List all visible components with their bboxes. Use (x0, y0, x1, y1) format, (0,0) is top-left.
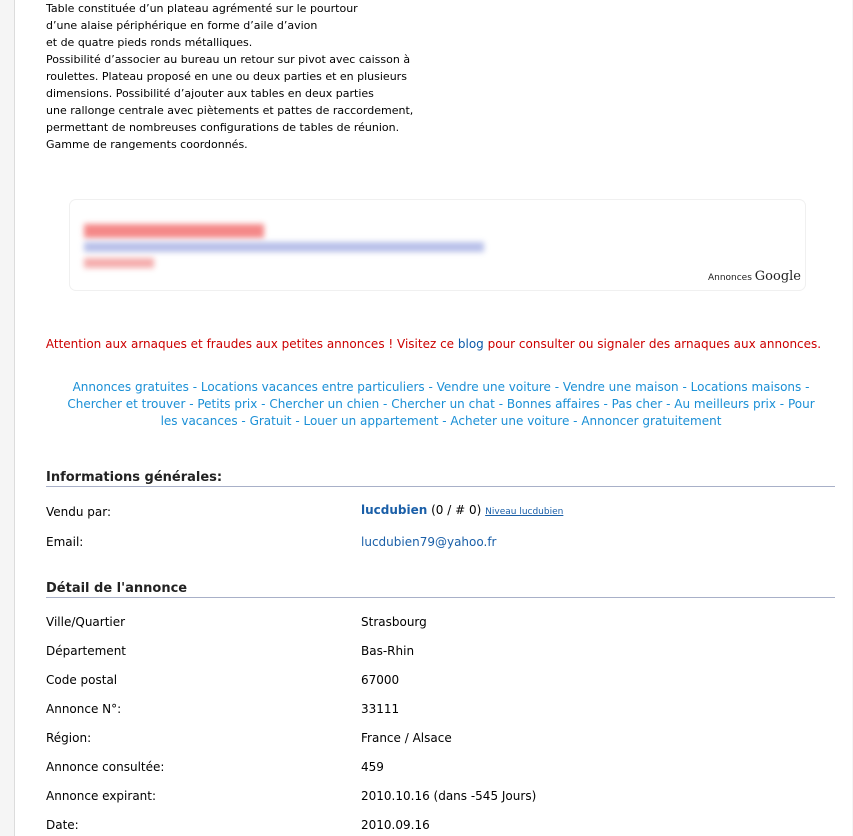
detail-label: Annonce consultée: (46, 760, 165, 774)
detail-value: Bas-Rhin (361, 644, 415, 658)
ads-by-google-label[interactable] (708, 269, 801, 284)
detail-label: Département (46, 644, 126, 658)
detail-label: Ville/Quartier (46, 615, 126, 629)
detail-label: Code postal (46, 673, 118, 687)
seller-name-link[interactable]: lucdubien (361, 503, 428, 517)
description-line: Table constituée d’un plateau agrémenté sur le pourtour (46, 2, 358, 15)
seo-link[interactable]: Au meilleurs prix (674, 397, 776, 411)
seo-link[interactable]: Pour les vacances (160, 397, 815, 428)
ad-detail-title: Détail de l'annonce (46, 581, 835, 598)
seo-link[interactable]: Bonnes affaires (506, 397, 600, 411)
detail-value: Strasbourg (361, 615, 427, 629)
detail-value: 67000 (361, 673, 400, 687)
seo-link[interactable]: Locations vacances entre particuliers (200, 380, 425, 394)
description-line: et de quatre pieds ronds métalliques. (46, 36, 253, 49)
seo-link[interactable]: Locations maisons (690, 380, 802, 394)
description-line: dimensions. Possibilité d’ajouter aux tables en deux parties (46, 87, 374, 100)
google-ad-banner[interactable] (70, 200, 805, 290)
seo-link[interactable]: Pas cher (611, 397, 663, 411)
seo-link[interactable]: Chercher un chien (269, 397, 380, 411)
sold-by-label: Vendu par: (46, 505, 112, 519)
detail-value: France / Alsace (361, 731, 452, 745)
seller-stats: (0 / # 0) (431, 503, 482, 517)
seo-link[interactable]: Gratuit (249, 414, 292, 428)
ads-label-prefix: Annonces (707, 273, 752, 283)
description-line: une rallonge centrale avec piètements et pattes de raccordement, (46, 104, 414, 117)
seo-link[interactable]: Vendre une maison (562, 380, 679, 394)
detail-value: 459 (361, 760, 384, 774)
seo-link[interactable]: Petits prix (197, 397, 258, 411)
seller-info (361, 503, 563, 517)
seo-link[interactable]: Vendre une voiture (436, 380, 551, 394)
email-label: Email: (46, 535, 84, 549)
detail-value: 2010.10.16 (dans -545 Jours) (361, 789, 537, 803)
detail-value: 33111 (361, 702, 400, 716)
description-line: permettant de nombreuses configurations de tables de réunion. (46, 121, 400, 134)
seo-links: Annonces gratuites - Locations vacances entre particuliers - Vendre une voiture - Vendre une maison - Locations maisons - Chercher et trouver - Petits prix - Chercher un chien - Chercher un chat - Bonnes affaires - Pas cher - Au meilleurs prix - Pour les vacances - Gratuit - Louer un appartement - Acheter une voiture - Annoncer gratuitement (67, 380, 815, 428)
description-line: Possibilité d’associer au bureau un retour sur pivot avec caisson à (46, 53, 411, 66)
description-line: roulettes. Plateau proposé en une ou deux parties et en plusieurs (46, 70, 407, 83)
detail-label: Annonce expirant: (46, 789, 157, 803)
seller-email-link[interactable]: lucdubien79@yahoo.fr (361, 535, 497, 549)
description-line: Gamme de rangements coordonnés. (46, 138, 248, 151)
seo-link[interactable]: Louer un appartement (303, 414, 439, 428)
description-line: d’une alaise périphérique en forme d’aile d’avion (46, 19, 318, 32)
seo-link[interactable]: Annoncer gratuitement (581, 414, 722, 428)
detail-value: 2010.09.16 (361, 818, 430, 832)
warning-text-before: Attention aux arnaques et fraudes aux petites annonces ! Visitez ce (45, 337, 458, 351)
blog-link[interactable]: blog (457, 337, 484, 351)
seo-link[interactable]: Chercher un chat (391, 397, 495, 411)
warning-text-after: pour consulter ou signaler des arnaques aux annonces. (483, 337, 822, 351)
detail-label: Date: (46, 818, 79, 832)
content-panel (14, 0, 852, 836)
scam-warning (15, 337, 852, 351)
general-info-title: Informations générales: (46, 470, 835, 487)
detail-label: Annonce N°: (46, 702, 122, 716)
ad-url-blurred (84, 258, 154, 268)
ad-text-blurred (84, 242, 484, 252)
ad-headline-blurred[interactable] (84, 224, 264, 238)
seo-link[interactable]: Chercher et trouver (67, 397, 186, 411)
detail-label: Région: (46, 731, 92, 745)
google-logo: Google (754, 269, 801, 284)
seller-level-link[interactable]: Niveau lucdubien (485, 507, 564, 517)
seo-link[interactable]: Acheter une voiture (450, 414, 570, 428)
seo-link[interactable]: Annonces gratuites (72, 380, 189, 394)
